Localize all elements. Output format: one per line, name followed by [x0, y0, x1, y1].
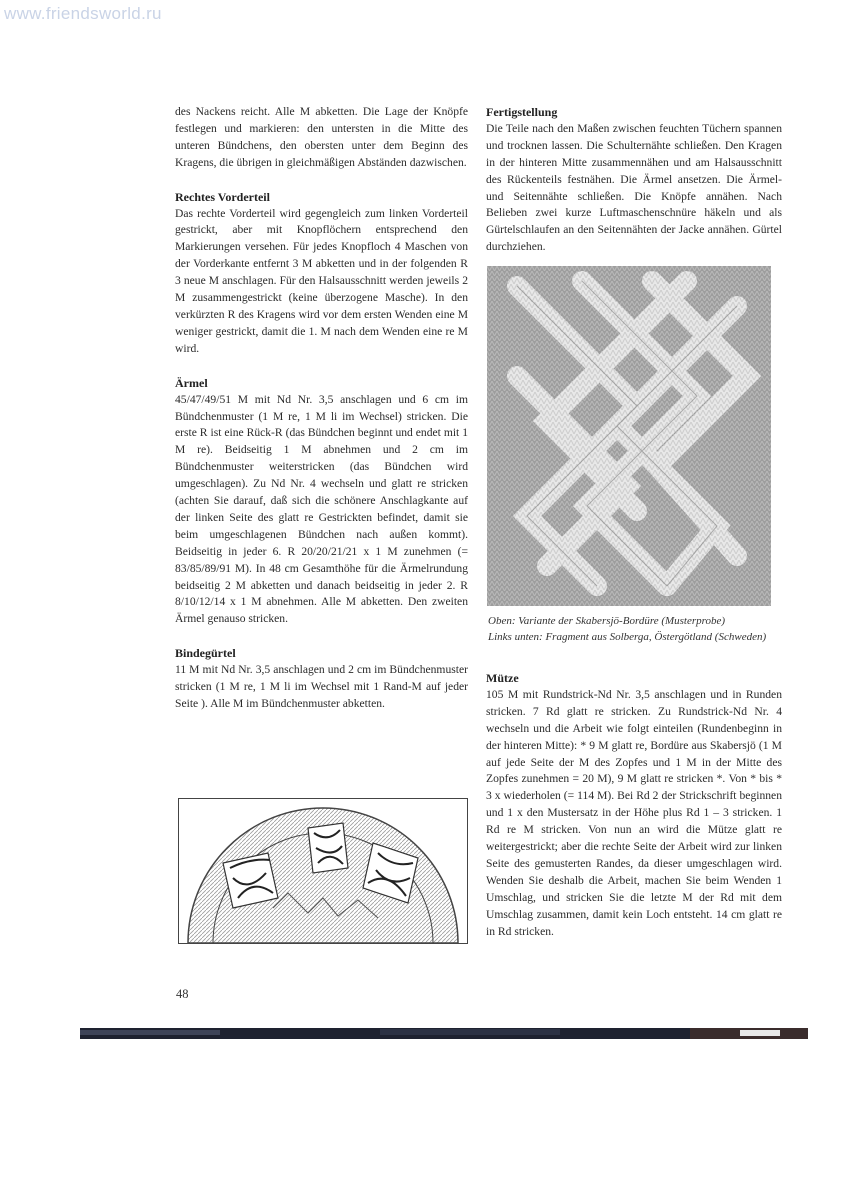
cable-knit-photo: [487, 266, 771, 606]
watermark-text: www.friendsworld.ru: [4, 4, 162, 23]
caption-bottom: Links unten: Fragment aus Solberga, Östergötland (Schweden): [488, 631, 767, 643]
caption-top: Oben: Variante der Skabersjö-Bordüre (Musterprobe): [488, 615, 726, 627]
left-column: [175, 104, 468, 713]
paragraph-aermel: 45/47/49/51 M mit Nd Nr. 3,5 anschlagen und 6 cm im Bündchenmuster (1 M re, 1 M li im Wechsel) stricken. Die erste R ist eine Rück-R (das Bündchen beginnt und endet mit 1 M re). Beidseitig 1 M abnehmen und 2 cm im Bündchenmuster weiterstricken (das Bündchen wird umgeschlagen). Zu Nd Nr. 4 wechseln und glatt re stricken (achten Sie darauf, daß sich die schönere Anschlagkante auf der linken Seite des glatt re Gestrickten befindet, damit sie beim umgeschlagenen Bündchen nach außen kommt). Beidseitig in jeder 6. R 20/20/21/21 x 1 M zunehmen (= 83/85/89/91 M). In 48 cm Gesamthöhe für die Ärmelrundung beidseitig 2 M abketten und danach beidseitig in jeder 2. R 8/10/12/14 x 1 M abnehmen. Alle M abketten. Den zweiten Ärmel genauso stricken.: [175, 392, 468, 626]
paragraph-rechtes-vorderteil: Das rechte Vorderteil wird gegengleich zum linken Vorderteil gestrickt, aber mit Knopflöchern entsprechend den Markierungen versehen. Für jedes Knopfloch 4 Maschen von der Vorderkante entfernt 3 M abketten und in der folgenden R 3 neue M anschlagen. Für den Halsausschnitt werden jeweils 2 M zusammengestrickt (keine überzogene Masche). In den verkürzten R des Kragens wird vor dem ersten Wenden eine M weniger gestrickt, damit die 1. M nach dem Wenden eine re M wird.: [175, 206, 468, 355]
paragraph-fertigstellung: Die Teile nach den Maßen zwischen feuchten Tüchern spannen und trocknen lassen. Die Schulternähte schließen. Den Kragen in der hinteren Mitte zusammennähen und am Halsausschnitt des Rückenteils festnähen. Die Ärmel ansetzen. Die Ärmel- und Seitennähte schließen. Die Knöpfe annähen. Nach Belieben zwei kurze Luftmaschenschnüre häkeln und als Gürtelschlaufen an den Seitennähten der Jacke annähen. Gürtel durchziehen.: [486, 121, 782, 254]
paragraph-bindeguertel: 11 M mit Nd Nr. 3,5 anschlagen und 2 cm im Bündchenmuster stricken (1 M re, 1 M li im Wechsel mit 1 Rand-M auf jeder Seite ). Alle M im Bündchenmuster abketten.: [175, 663, 468, 710]
celtic-knot-drawing: [178, 798, 468, 944]
scan-edge-band: [80, 1026, 808, 1037]
heading-bindeguertel: Bindegürtel: [175, 646, 236, 661]
photo-captions: [488, 613, 788, 645]
paragraph-muetze: 105 M mit Rundstrick-Nd Nr. 3,5 anschlagen und in Runden stricken. 7 Rd glatt re stricken. Zu Rundstrick-Nd Nr. 4 wechseln und die Arbeit wie folgt einteilen (Rundenbeginn in der hinteren Mitte): * 9 M glatt re, Bordüre aus Skabersjö (1 M auf jede Seite der M des Zopfes und 1 M in der Mitte des Zopfes zunehmen = 20 M), 9 M glatt re stricken *. Von * bis * 3 x wiederholen (= 114 M). Bei Rd 2 der Strickschrift beginnen und 1 x den Mustersatz in der Höhe plus Rd 1 – 3 stricken. 1 Rd re M stricken. Von nun an wird die Mütze glatt re weitergestrickt; aber die rechte Seite der Arbeit wird zur linken Seite des gemusterten Randes, da dieser umgeschlagen wird. Wenden Sie deshalb die Arbeit, machen Sie beim Wenden 1 Umschlag, und stricken Sie die letzte M der Rd mit dem Umschlag zusammen, damit kein Loch entsteht. 14 cm glatt re in Rd stricken.: [486, 687, 782, 938]
right-column-top: [486, 104, 782, 256]
heading-aermel: Ärmel: [175, 375, 208, 390]
intro-paragraph: des Nackens reicht. Alle M abketten. Die Lage der Knöpfe festlegen und markieren: den untersten in die Mitte des unteren Bündchens, den obersten unter dem Beginn des Kragens, die übrigen in gleichmäßigen Abständen dazwischen.: [175, 105, 468, 169]
right-column-bottom: [486, 670, 782, 941]
heading-fertigstellung: Fertigstellung: [486, 105, 558, 119]
heading-muetze: Mütze: [486, 671, 519, 685]
heading-rechtes-vorderteil: Rechtes Vorderteil: [175, 189, 270, 204]
page-number: 48: [176, 987, 189, 1001]
